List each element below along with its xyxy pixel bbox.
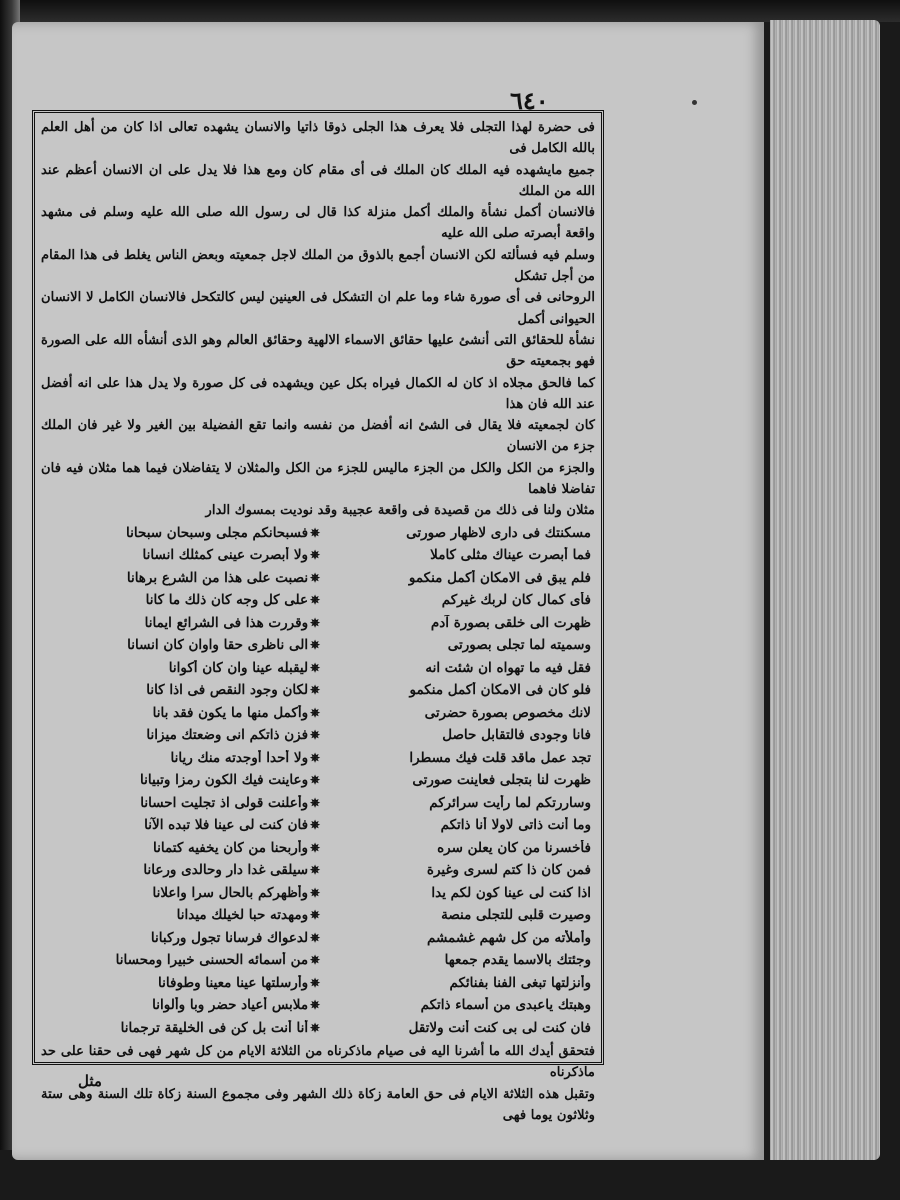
prose-line: الروحانى فى أى صورة شاء وما علم ان التشكل فى العينين ليس كالتكحل فالانسان الكامل لا الانسان الحيوانى أكمل bbox=[41, 290, 595, 327]
verse-second-hemistich: أنا أنت بل كن فى الخليقة ترجمانا bbox=[120, 1019, 309, 1036]
verse-second-hemistich: من أسمائه الحسنى خبيرا ومحسانا bbox=[115, 952, 309, 969]
verse-line bbox=[41, 859, 595, 882]
verse-line bbox=[41, 544, 595, 567]
verse-first-hemistich: وهبتك ياعبدى من أسماء ذاتكم bbox=[420, 997, 591, 1014]
verse-first-hemistich: وساررتكم لما رأيت سرائركم bbox=[429, 794, 591, 811]
verse-second-hemistich: ليقبله عينا وان كان أكوانا bbox=[168, 659, 309, 676]
verse-line bbox=[41, 927, 595, 950]
verse-separator-icon: ✵ bbox=[309, 1020, 321, 1035]
verse-second-hemistich: سيلقى غدا دار وحالدى ورعانا bbox=[143, 862, 309, 879]
verse-line bbox=[41, 567, 595, 590]
verse-separator-icon: ✵ bbox=[309, 818, 321, 833]
verse-first-hemistich: وسميته لما تجلى بصورتى bbox=[447, 637, 591, 654]
text-area bbox=[41, 117, 595, 1124]
verse-separator-icon: ✵ bbox=[309, 750, 321, 765]
verse-first-hemistich: فلو كان فى الامكان أكمل منكمو bbox=[409, 682, 591, 699]
prose-line: والجزء من الكل والكل من الجزء ماليس للجزء من الكل والمثلان لا يتفاضلان فيما هما مثلان فيه فان تفاضلا فاهما bbox=[41, 460, 595, 498]
verse-line bbox=[41, 792, 595, 815]
verse-separator-icon: ✵ bbox=[309, 548, 321, 563]
verse-first-hemistich: فانا وجودى فالتقابل حاصل bbox=[442, 727, 591, 744]
prose-line: كما فالحق مجلاه اذ كان له الكمال فيراه بكل عين ويشهده فى كل صورة ولا يدل هذا على انه أفضل عند الله فان هذا bbox=[41, 375, 595, 412]
verse-first-hemistich: فلم يبق فى الامكان أكمل منكمو bbox=[408, 569, 591, 586]
verse-first-hemistich: ظهرت الى خلقى بصورة آدم bbox=[430, 614, 591, 631]
verse-separator-icon: ✵ bbox=[309, 570, 321, 585]
verse-line bbox=[41, 769, 595, 792]
verse-first-hemistich: فقل فيه ما تهواه ان شئت انه bbox=[425, 659, 591, 676]
verse-line bbox=[41, 589, 595, 612]
prose-line: فى حضرة لهذا التجلى فلا يعرف هذا الجلى ذوقا ذاتيا والانسان يشهده تعالى اذا كان من أهل العلم بالله الكامل فى bbox=[41, 120, 595, 157]
verse-first-hemistich: فأخسرنا من كان يعلن سره bbox=[437, 839, 591, 856]
verse-separator-icon: ✵ bbox=[309, 683, 321, 698]
verse-separator-icon: ✵ bbox=[309, 930, 321, 945]
verse-separator-icon: ✵ bbox=[309, 863, 321, 878]
top-strip bbox=[0, 0, 900, 22]
verse-separator-icon: ✵ bbox=[309, 953, 321, 968]
verse-second-hemistich: لكان وجود النقص فى اذا كانا bbox=[146, 682, 309, 699]
verse-first-hemistich: وما أنت ذاتى لاولا أنا ذاتكم bbox=[440, 817, 591, 834]
verse-second-hemistich: ولا أبصرت عينى كمثلك انسانا bbox=[142, 547, 309, 564]
verse-first-hemistich: فان كنت لى بى كنت أنت ولاتقل bbox=[408, 1019, 591, 1036]
poem bbox=[41, 522, 595, 1040]
verse-separator-icon: ✵ bbox=[309, 615, 321, 630]
verse-first-hemistich: وصيرت قلبى للتجلى منصة bbox=[441, 907, 591, 924]
prose-line: نشأة للحقائق التى أنشئ عليها حقائق الاسماء الالهية وحقائق العالم وهو الذى أنشأه الله على الصورة فهو بجمعيته حق bbox=[41, 332, 595, 370]
verse-second-hemistich: وأعلنت قولى اذ تجليت احسانا bbox=[140, 794, 309, 811]
verse-second-hemistich: وأظهركم بالحال سرا واعلانا bbox=[152, 884, 309, 901]
verse-second-hemistich: على كل وجه كان ذلك ما كانا bbox=[145, 592, 309, 609]
prose-bottom bbox=[41, 1041, 595, 1126]
verse-line bbox=[41, 522, 595, 545]
verse-line bbox=[41, 972, 595, 995]
verse-second-hemistich: وأربحنا من كان يخفيه كتمانا bbox=[152, 839, 309, 856]
verse-line bbox=[41, 994, 595, 1017]
verse-line bbox=[41, 949, 595, 972]
prose-line: مثلان ولنا فى ذلك من قصيدة فى واقعة عجيبة وقد نوديت بمسوك الدار bbox=[205, 503, 595, 519]
verse-line bbox=[41, 882, 595, 905]
verse-separator-icon: ✵ bbox=[309, 795, 321, 810]
verse-first-hemistich: ظهرت لنا بتجلى فعاينت صورتى bbox=[412, 772, 591, 789]
prose-line: جميع مايشهده فيه الملك كان الملك فى أى مقام كان ومع هذا فلا يدل على ان الانسان أعظم عند الله من الملك bbox=[41, 162, 595, 199]
page-number: ٦٤٠ bbox=[510, 86, 549, 115]
verse-first-hemistich: وأنزلتها تبغى الفنا بفنائكم bbox=[449, 974, 591, 991]
ink-dot bbox=[692, 100, 697, 105]
verse-line bbox=[41, 814, 595, 837]
text-frame bbox=[32, 110, 604, 1124]
verse-line bbox=[41, 837, 595, 860]
verse-separator-icon: ✵ bbox=[309, 728, 321, 743]
verse-second-hemistich: وقررت هذا فى الشرائع ايمانا bbox=[144, 614, 309, 631]
verse-second-hemistich: فزن ذاتكم انى وضعتك ميزانا bbox=[146, 727, 309, 744]
verse-line bbox=[41, 702, 595, 725]
prose-line: فالانسان أكمل نشأة والملك أكمل منزلة كذا قال لى رسول الله صلى الله عليه وسلم فى مشهد واقعة أبصرته صلى الله عليه bbox=[41, 205, 595, 242]
verse-first-hemistich: لانك مخصوص بصورة حضرتى bbox=[424, 704, 591, 721]
verse-line bbox=[41, 1017, 595, 1040]
verse-second-hemistich: وأرسلتها عينا معينا وطوفانا bbox=[158, 974, 309, 991]
verse-first-hemistich: فمن كان ذا كتم لسرى وغيرة bbox=[426, 862, 591, 879]
verse-separator-icon: ✵ bbox=[309, 908, 321, 923]
page-edges bbox=[770, 20, 880, 1160]
verse-separator-icon: ✵ bbox=[309, 705, 321, 720]
verse-line bbox=[41, 634, 595, 657]
verse-line bbox=[41, 612, 595, 635]
prose-line: فتحقق أيدك الله ما أشرنا اليه فى صيام ماذكرناه من الثلاثة الايام من كل شهر فهى فى حقنا على حد ماذكرناه bbox=[41, 1044, 595, 1081]
verse-separator-icon: ✵ bbox=[309, 998, 321, 1013]
verse-second-hemistich: نصبت على هذا من الشرع برهانا bbox=[126, 569, 309, 586]
verse-second-hemistich: وأكمل منها ما يكون فقد بانا bbox=[152, 704, 309, 721]
verse-separator-icon: ✵ bbox=[309, 525, 321, 540]
verse-second-hemistich: الى ناظرى حقا واوان كان انسانا bbox=[127, 637, 309, 654]
verse-line bbox=[41, 679, 595, 702]
catchword: مثل bbox=[78, 1072, 102, 1090]
verse-second-hemistich: وعاينت فيك الكون رمزا وتبيانا bbox=[140, 772, 309, 789]
verse-line bbox=[41, 657, 595, 680]
verse-separator-icon: ✵ bbox=[309, 660, 321, 675]
verse-separator-icon: ✵ bbox=[309, 975, 321, 990]
verse-second-hemistich: ومهدته حبا لخيلك ميدانا bbox=[176, 907, 309, 924]
verse-first-hemistich: وأملأته من كل شهم غشمشم bbox=[427, 929, 591, 946]
verse-second-hemistich: فان كنت لى عينا فلا تبده الآنا bbox=[144, 817, 309, 834]
verse-separator-icon: ✵ bbox=[309, 593, 321, 608]
prose-line: كان لجمعيته فلا يقال فى الشئ انه أفضل من نفسه وانما تقع الفضيلة بين الغير ولا غير فان الملك جزء من الانسان bbox=[41, 418, 595, 455]
verse-first-hemistich: فأى كمال كان لربك غيركم bbox=[441, 592, 591, 609]
verse-first-hemistich: اذا كنت لى عينا كون لكم يدا bbox=[431, 884, 591, 901]
verse-first-hemistich: تجد عمل ماقد قلت فيك مسطرا bbox=[409, 749, 591, 766]
verse-second-hemistich: ملابس أعياد حضر وبا وألوانا bbox=[152, 997, 309, 1014]
verse-separator-icon: ✵ bbox=[309, 773, 321, 788]
verse-separator-icon: ✵ bbox=[309, 885, 321, 900]
verse-second-hemistich: ولا أحدا أوجدته منك ريانا bbox=[170, 749, 309, 766]
verse-line bbox=[41, 904, 595, 927]
prose-top bbox=[41, 117, 595, 522]
verse-first-hemistich: وجئتك بالاسما يقدم جمعها bbox=[444, 952, 591, 969]
verse-second-hemistich: لدعواك فرسانا تجول وركبانا bbox=[150, 929, 309, 946]
verse-line bbox=[41, 747, 595, 770]
prose-line: وتقبل هذه الثلاثة الايام فى حق العامة زكاة ذلك الشهر وفى مجموع السنة زكاة تلك السنة وهى ستة وثلاثون يوما فهى bbox=[41, 1086, 595, 1124]
verse-first-hemistich: فما أبصرت عيناك مثلى كاملا bbox=[430, 547, 591, 564]
prose-line: وسلم فيه فسألته لكن الانسان أجمع بالذوق من الملك لاجل جمعيته وبعض الناس يغلط فى هذا المقام من أجل تشكل bbox=[41, 247, 595, 285]
verse-separator-icon: ✵ bbox=[309, 840, 321, 855]
verse-line bbox=[41, 724, 595, 747]
verse-first-hemistich: مسكنتك فى دارى لاظهار صورتى bbox=[406, 524, 591, 541]
verse-separator-icon: ✵ bbox=[309, 638, 321, 653]
verse-second-hemistich: فسبحانكم مجلى وسبحان سبحانا bbox=[126, 524, 309, 541]
